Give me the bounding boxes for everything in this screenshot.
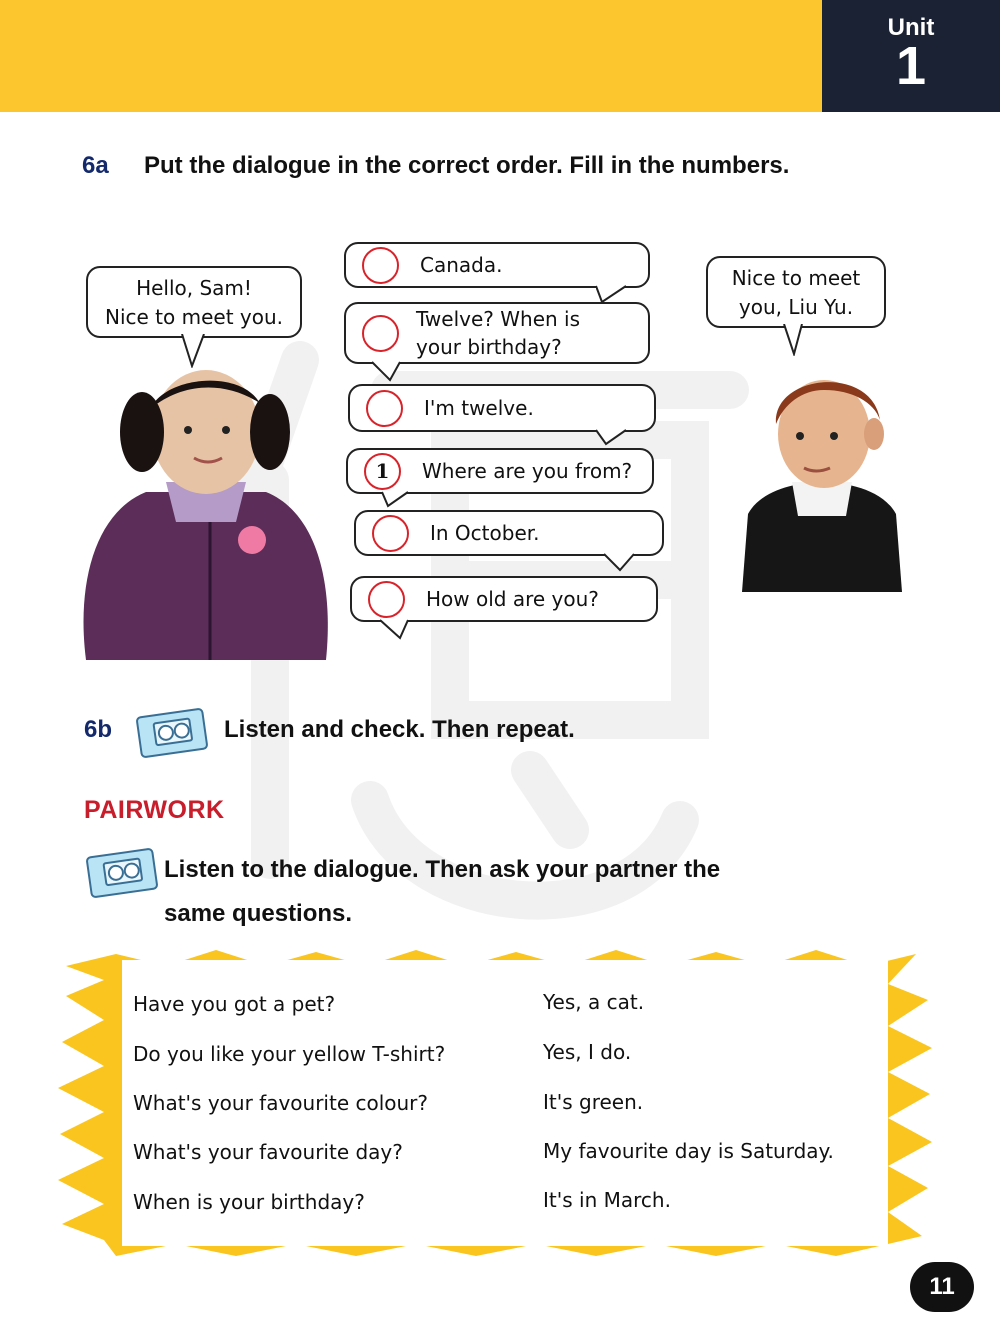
dialogue-line-text: Canada. — [420, 253, 503, 277]
exercise-6b-instruction: Listen and check. Then repeat. — [224, 716, 575, 743]
girl-speech-bubble — [86, 266, 302, 338]
dialogue-line-text: How old are you? — [426, 587, 599, 611]
pairwork-answer: My favourite day is Saturday. — [543, 1139, 834, 1163]
dialogue-line-3 — [348, 384, 656, 432]
dialogue-line-1 — [344, 242, 650, 288]
dialogue-line-text-part: Twelve? When is — [416, 307, 581, 331]
boy-speech-line-1: Nice to meet — [731, 266, 861, 290]
dialogue-line-2 — [344, 302, 650, 364]
order-number-circle[interactable] — [362, 315, 399, 352]
dialogue-tail — [596, 428, 636, 448]
girl-speech-line-2: Nice to meet you. — [104, 305, 283, 329]
boy-photo — [742, 364, 902, 592]
order-number-circle[interactable] — [366, 390, 403, 427]
boy-speech-bubble — [706, 256, 886, 328]
dialogue-line-text — [416, 305, 580, 361]
cassette-icon[interactable] — [135, 707, 208, 758]
exercise-6b-number: 6b — [84, 716, 113, 743]
pairwork-question: Have you got a pet? — [133, 992, 336, 1016]
order-number-circle[interactable] — [368, 581, 405, 618]
dialogue-line-5 — [354, 510, 664, 556]
unit-label: Unit — [887, 14, 935, 41]
dialogue-line-text: I'm twelve. — [424, 396, 534, 420]
order-number-circle[interactable] — [362, 247, 399, 284]
dialogue-tail — [370, 360, 410, 384]
exercise-6a-instruction: Put the dialogue in the correct order. Fill in the numbers. — [144, 152, 790, 179]
dialogue-tail — [604, 552, 644, 574]
page-number: 11 — [910, 1262, 974, 1312]
pairwork-instruction-line-1: Listen to the dialogue. Then ask your partner the — [164, 856, 721, 883]
pairwork-question: Do you like your yellow T-shirt? — [133, 1042, 446, 1066]
dialogue-line-4 — [346, 448, 654, 494]
pairwork-answer: Yes, I do. — [543, 1040, 632, 1064]
pairwork-answer: It's green. — [543, 1090, 644, 1114]
dialogue-tail — [380, 490, 420, 510]
dialogue-line-text: In October. — [430, 521, 540, 545]
unit-badge — [822, 0, 1000, 112]
unit-number: 1 — [895, 36, 927, 96]
dialogue-line-6 — [350, 576, 658, 622]
dialogue-line-text-part: your birthday? — [416, 335, 562, 359]
pairwork-instruction-line-2: same questions. — [164, 900, 353, 927]
dialogue-line-text: Where are you from? — [422, 459, 633, 483]
boy-bubble-tail — [780, 324, 810, 356]
order-number-circle[interactable]: 1 — [364, 453, 401, 490]
girl-photo — [76, 362, 334, 660]
cassette-icon[interactable] — [85, 847, 158, 898]
pairwork-answer: It's in March. — [543, 1188, 671, 1212]
pairwork-question: What's your favourite colour? — [133, 1091, 429, 1115]
boy-speech-line-2: you, Liu Yu. — [738, 295, 854, 319]
pairwork-question: What's your favourite day? — [133, 1140, 403, 1164]
dialogue-tail — [378, 618, 418, 642]
pairwork-title: PAIRWORK — [84, 796, 225, 824]
order-number-circle[interactable] — [372, 515, 409, 552]
pairwork-answer: Yes, a cat. — [543, 990, 645, 1014]
pairwork-question: When is your birthday? — [133, 1190, 365, 1214]
girl-speech-line-1: Hello, Sam! — [136, 276, 252, 300]
exercise-6a-number: 6a — [82, 152, 109, 179]
header-band — [0, 0, 822, 112]
